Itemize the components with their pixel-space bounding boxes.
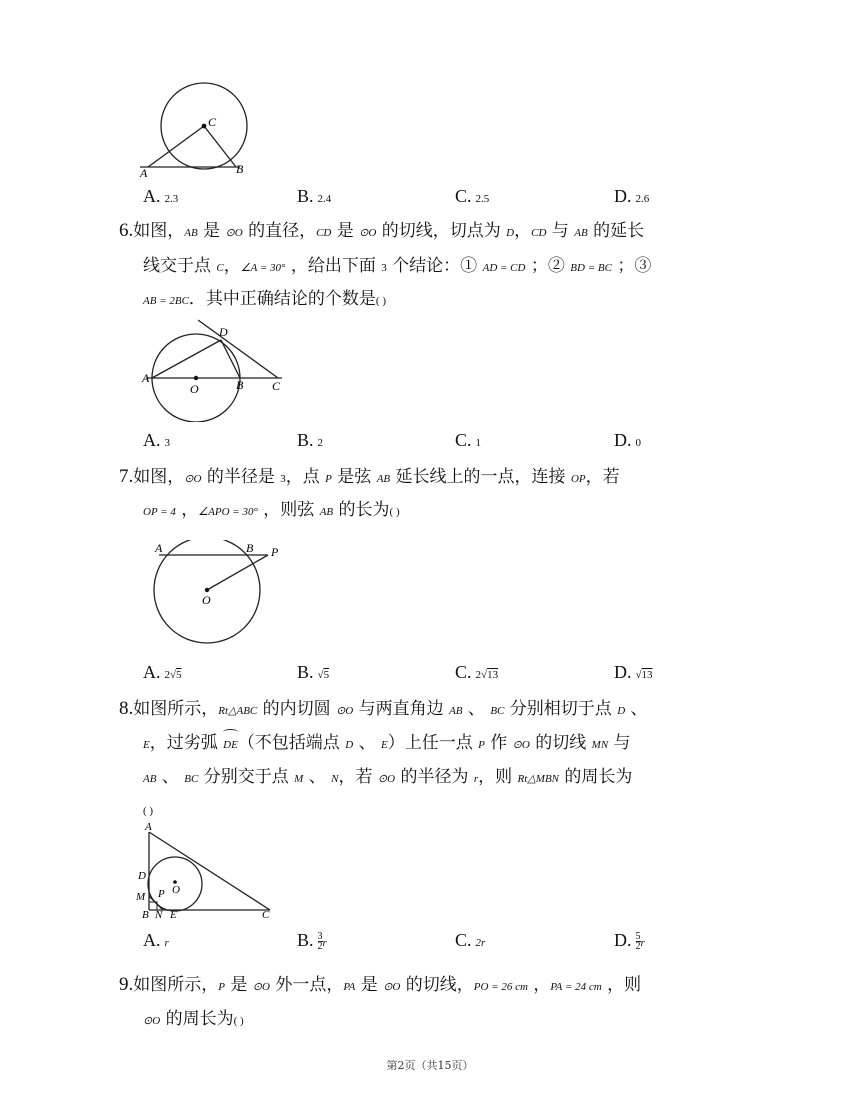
q7-option-c: C. 2√13 <box>455 662 499 682</box>
q8-line-1: 8.如图所示，Rt△ABC 的内切圆 ⊙O 与两直角边 AB 、 BC 分别相切于点 D 、 <box>119 698 648 719</box>
q8-label-b: B <box>142 909 149 921</box>
q6-option-a: A. 3 <box>143 430 170 450</box>
q9-line-1: 9.如图所示，P 是 ⊙O 外一点，PA 是 ⊙O 的切线，PO = 26 cm ，PA = 24 cm ，则 <box>119 974 642 995</box>
page-footer: 第2页（共15页） <box>386 1059 474 1072</box>
q8-figure <box>130 818 280 924</box>
q6-line-3: AB = 2BC．其中正确结论的个数是( ) <box>143 289 386 309</box>
q6-line-1: 6.如图，AB 是 ⊙O 的直径，CD 是 ⊙O 的切线，切点为 D，CD 与 AB 的延长 <box>119 220 645 241</box>
q5-label-c: C <box>208 115 217 129</box>
q8-line-3: AB 、 BC 分别交于点 M 、 N，若 ⊙O 的半径为 r，则 Rt△MBN 的周长为 <box>143 767 633 787</box>
q6-label-b: B <box>236 378 244 392</box>
q6-option-d: D. 0 <box>614 430 641 450</box>
q5-option-c: C. 2.5 <box>455 186 490 206</box>
q8-option-a: A. r <box>143 930 169 950</box>
q7-option-d: D. √13 <box>614 662 653 682</box>
q8-label-n: N <box>155 909 163 921</box>
q8-line-4: ( ) <box>143 805 154 817</box>
q5-option-d: D. 2.6 <box>614 186 650 206</box>
q8-option-c: C. 2r <box>455 930 486 950</box>
q6-label-d: D <box>219 325 228 339</box>
q6-label-o: O <box>190 382 199 396</box>
q7-label-p: P <box>271 545 279 559</box>
q7-option-b: B. √5 <box>297 662 330 682</box>
q6-label-c: C <box>272 379 281 393</box>
q5-option-a: A. 2.3 <box>143 186 179 206</box>
q8-arc-de: DE <box>223 733 238 757</box>
q8-label-a: A <box>145 821 152 833</box>
q7-option-a: A. 2√5 <box>143 662 182 682</box>
q5-option-b: B. 2.4 <box>297 186 332 206</box>
q8-option-d: D. $\frac{5}{2}$ r <box>614 930 645 952</box>
q7-figure <box>140 540 290 652</box>
q5-label-b: B <box>236 162 244 176</box>
q7-line-1: 7.如图，⊙O 的半径是 3，点 P 是弦 AB 延长线上的一点，连接 OP，若 <box>119 466 620 487</box>
q8-label-p: P <box>158 888 165 900</box>
q6-line-2: 线交于点 C，∠A = 30° ，给出下面 3 个结论：① AD = CD ；② BD = BC ；③ <box>143 256 652 276</box>
q7-line-2: OP = 4 ，∠APO = 30° ，则弦 AB 的长为( ) <box>143 500 400 520</box>
q8-label-d: D <box>138 870 146 882</box>
q6-option-c: C. 1 <box>455 430 482 450</box>
q8-option-b: B. $\frac{3}{2}$ r <box>297 930 327 952</box>
q5-label-a: A <box>140 166 148 180</box>
q7-label-o: O <box>202 593 211 607</box>
q8-label-e: E <box>170 909 177 921</box>
q8-label-o: O <box>172 884 180 896</box>
q9-line-2: ⊙O 的周长为( ) <box>143 1009 244 1029</box>
q6-option-b: B. 2 <box>297 430 324 450</box>
q5-figure <box>130 78 260 180</box>
q7-label-a: A <box>155 541 163 555</box>
q8-line-2: E，过劣弧 DE（不包括端点 D 、 E）上任一点 P 作 ⊙O 的切线 MN 与 <box>143 731 631 757</box>
q8-label-c: C <box>262 909 270 921</box>
q6-figure <box>136 316 296 422</box>
q7-label-b: B <box>246 541 254 555</box>
q8-label-m: M <box>136 891 146 903</box>
q6-label-a: A <box>142 371 150 385</box>
